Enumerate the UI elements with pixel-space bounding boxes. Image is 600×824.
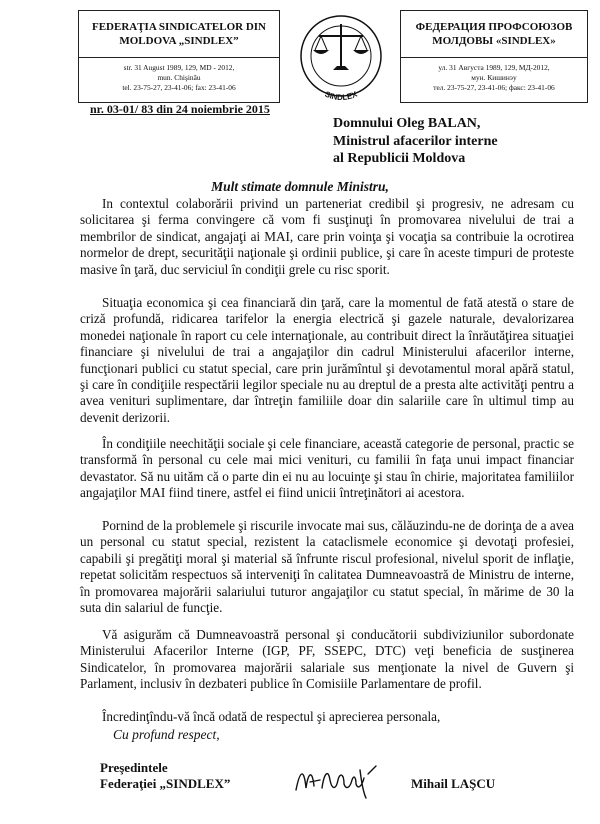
handwritten-signature — [290, 760, 380, 800]
letterhead-right-address — [401, 58, 587, 93]
org-name-line1: ФЕДЕРАЦИЯ ПРОФСОЮЗОВ — [415, 21, 573, 33]
letterhead-left — [78, 10, 280, 103]
org-name-line1: FEDERAŢIA SINDICATELOR DIN — [92, 21, 266, 33]
addressee-name: Domnului Oleg BALAN, — [333, 116, 481, 131]
address-line: str. 31 August 1989, 129, MD - 2012, — [123, 63, 235, 72]
signatory-title: Preşedintele — [100, 760, 168, 775]
body-paragraph: In contextul colaborării privind un parteneriat credibil şi progresiv, ne adresam cu solicitarea şi ferma convingere că vom fi susţinuţi în promovarea nivelului de trai a membrilor de sindicat, angajaţi ai MAI, care prin voinţa şi vocaţia sa contribuie la ocrotirea normelor de drept, securităţii naţionale şi ordinii publice, şi care în aceste timpuri de proteste masive în ţară, duc serviciul în condiţii grele cu risc sporit. — [80, 196, 574, 277]
org-name-line2: МОЛДОВЫ «SINDLEX» — [432, 35, 556, 47]
sindlex-logo — [285, 8, 397, 104]
letterhead-left-address — [79, 58, 279, 93]
letterhead-right-title — [401, 11, 587, 58]
salutation: Mult stimate domnule Ministru, — [211, 179, 389, 194]
addressee-title: Ministrul afacerilor interne — [333, 133, 498, 149]
contact-line: тел. 23-75-27, 23-41-06; факс: 23-41-06 — [433, 83, 555, 92]
body-paragraph: Vă asigurăm că Dumneavoastră personal şi conducătorii subdiviziunilor subordonate Ministerului Afacerilor Interne (IGP, PF, SSEPC, DTC) veţi beneficia de susţinerea Sindicatelor, în promovarea majorării salariale sus menţionate la nivel de Guvern şi Parlament, inclusiv în dezbateri publice în Comisiile Parlamentare de profil. — [80, 627, 574, 692]
body-paragraph: Situaţia economica şi cea financiară din ţară, care la momentul de fată atestă o stare de criză profundă, ridicarea tarifelor la energia electrică şi gazele naturale, devalorizarea monedei naţionale în raport cu cele internaţionale, au contribuit direct la înrăutăţirea situaţiei financiare şi nivelului de trai a angajaţilor din cadrul Ministerului afacerilor interne, funcţionari publici cu statut special, care prin jurămîntul şi devotamentul moral apără statul, şi care în condiţiile respectării legilor speciale nu au dreptul de a presta alte activităţi pentru a avea venituri suplimentare, dar întreţin familiile doar din salariile care în ultimul timp au devenit derizorii. — [80, 295, 574, 425]
signatory-name: Mihail LAŞCU — [411, 776, 496, 791]
address-line: mun. Chişinău — [157, 73, 201, 82]
address-line: ул. 31 Августа 1989, 129, МД-2012, — [438, 63, 550, 72]
address-line: мун. Кишинэу — [471, 73, 517, 82]
letterhead-left-title — [79, 11, 279, 58]
org-name-line2: MOLDOVA „SINDLEX” — [119, 35, 239, 47]
addressee-block — [333, 115, 498, 168]
addressee-country: al Republicii Moldova — [333, 151, 466, 166]
body-paragraph: Pornind de la problemele şi riscurile invocate mai sus, călăuzindu-ne de dorinţa de a avea un personal cu statut special, rezistent la cataclismele economice şi devotaţi profesiei, capabili şi pregătiţi moral şi material să înfrunte riscul profesional, nivelul sporit de inflaţie, repetat solicităm respectuos să interveniţi în calitatea Dumneavoastră de Ministru de interne, în promovarea majorării salariului tuturor angajaţilor cu statut special, în mărime de 30 la suta din salariul de funcţie. — [80, 518, 575, 616]
letterhead-right — [400, 10, 588, 103]
signatory-organization: Federaţiei „SINDLEX” — [100, 776, 231, 791]
logo-text: SINDLEX — [323, 89, 359, 103]
body-paragraph: Încredinţîndu-vă încă odată de respectul şi aprecierea personala, — [102, 709, 441, 724]
reference-number: nr. 03-01/ 83 din 24 noiembrie 2015 — [90, 102, 270, 116]
body-paragraph: În condiţiile neechităţii sociale şi cele financiare, această categorie de personal, practic se transformă în personal cu cele mai mici venituri, cu familii în faţa unui impact financiar devastator. Să nu uităm că o parte din ei nu au locuinţe şi stau în chirie, majoritatea familiilor angajaţilor MAI fiind tinere, astfel ei fiind unicii întreţinători ai acestora. — [80, 436, 574, 501]
closing-phrase: Cu profund respect, — [113, 727, 220, 742]
contact-line: tel. 23-75-27, 23-41-06; fax: 23-41-06 — [122, 83, 236, 92]
